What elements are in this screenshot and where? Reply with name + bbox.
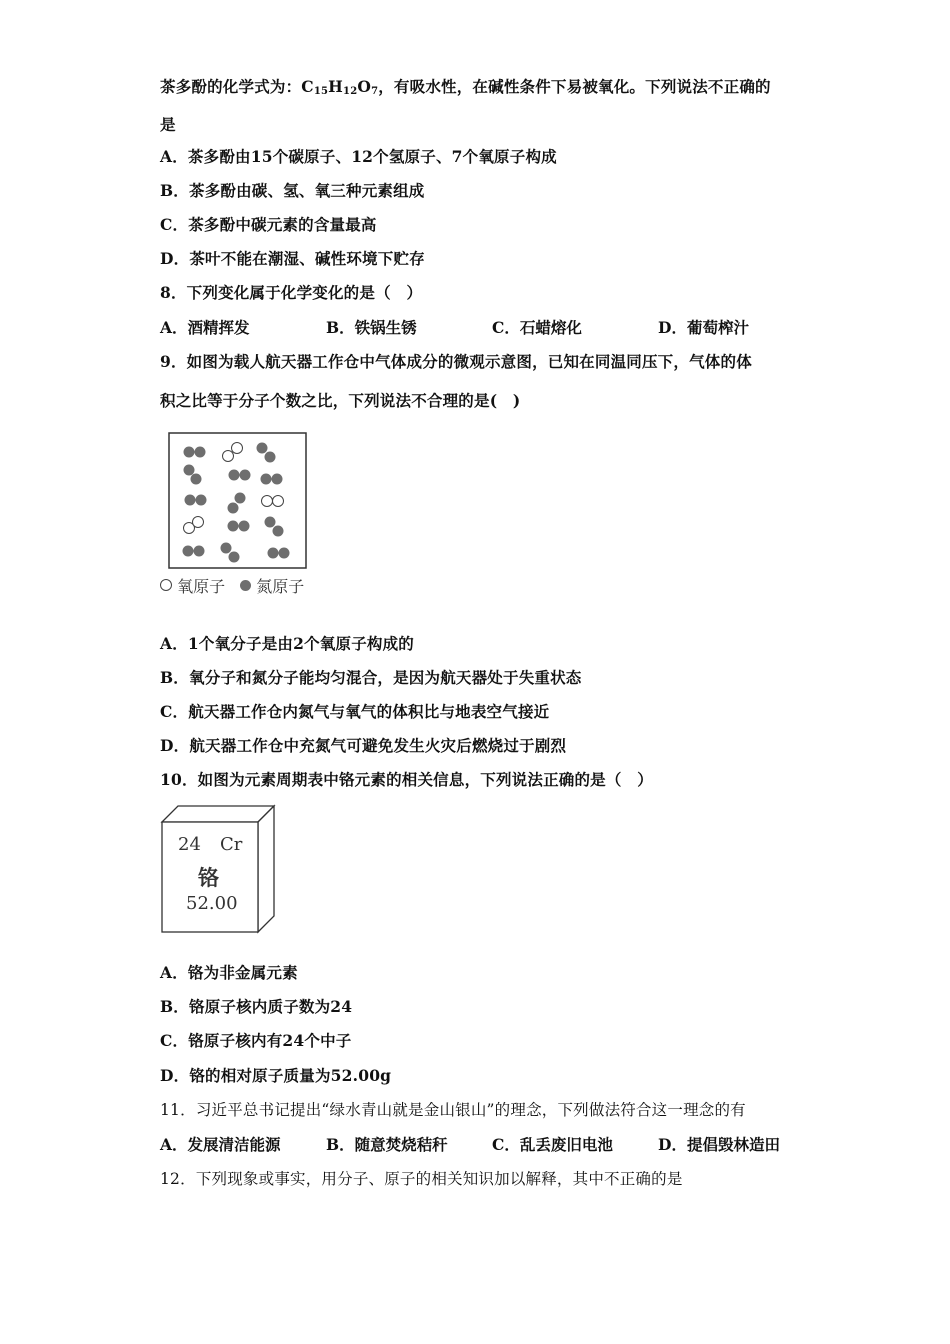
q9-option-b[interactable]: B．氧分子和氮分子能均匀混合，是因为航天器处于失重状态 (160, 668, 582, 687)
q11-option-d[interactable]: D．提倡毁林造田 (658, 1135, 780, 1154)
legend-oxygen-label: 氧原子 (177, 577, 226, 596)
q10-option-b[interactable]: B．铬原子核内质子数为24 (160, 997, 353, 1016)
element-name: 铬 (198, 865, 219, 890)
q11-stem: 11．习近平总书记提出“绿水青山就是金山银山”的理念，下列做法符合这一理念的有 (160, 1101, 746, 1119)
q9-option-a[interactable]: A．1个氧分子是由2个氧原子构成的 (160, 634, 414, 653)
q7-option-c[interactable]: C．茶多酚中碳元素的含量最高 (160, 215, 377, 234)
q7-option-b[interactable]: B．茶多酚由碳、氢、氧三种元素组成 (160, 181, 425, 200)
element-symbol: Cr (220, 834, 243, 855)
nitrogen-atom-icon (240, 580, 251, 591)
legend-nitrogen-label: 氮原子 (256, 577, 305, 596)
oxygen-atom-icon (160, 579, 172, 591)
q8-option-b[interactable]: B．铁锅生锈 (326, 318, 417, 337)
q8-option-d[interactable]: D．葡萄榨汁 (658, 318, 749, 337)
element-card-chromium (160, 804, 276, 934)
q8-option-a[interactable]: A．酒精挥发 (160, 318, 250, 337)
atomic-mass: 52.00 (186, 893, 238, 914)
q11-option-c[interactable]: C．乱丢废旧电池 (492, 1135, 613, 1154)
q12-stem: 12．下列现象或事实，用分子、原子的相关知识加以解释，其中不正确的是 (160, 1170, 683, 1188)
q8-stem: 8．下列变化属于化学变化的是（ ） (160, 283, 423, 302)
q7-option-d[interactable]: D．茶叶不能在潮湿、碱性环境下贮存 (160, 249, 425, 268)
q9-stem-line1: 9．如图为载人航天器工作仓中气体成分的微观示意图，已知在同温同压下，气体的体 (160, 352, 752, 371)
q11-option-a[interactable]: A．发展清洁能源 (160, 1135, 281, 1154)
q10-stem: 10．如图为元素周期表中铬元素的相关信息，下列说法正确的是（ ） (160, 770, 653, 789)
q11-option-b[interactable]: B．随意焚烧秸秆 (326, 1135, 448, 1154)
q7-stem-line2: 是 (160, 115, 176, 134)
q7-option-a[interactable]: A．茶多酚由15个碳原子、12个氢原子、7个氧原子构成 (160, 147, 557, 166)
q10-option-a[interactable]: A．铬为非金属元素 (160, 963, 298, 982)
gas-molecule-diagram (168, 432, 308, 570)
q9-stem-line2: 积之比等于分子个数之比，下列说法不合理的是( ) (160, 391, 521, 410)
q10-option-c[interactable]: C．铬原子核内有24个中子 (160, 1031, 352, 1050)
q8-option-c[interactable]: C．石蜡熔化 (492, 318, 582, 337)
atomic-number: 24 (178, 834, 201, 855)
q10-option-d[interactable]: D．铬的相对原子质量为52.00g (160, 1066, 392, 1085)
q9-option-c[interactable]: C．航天器工作仓内氮气与氧气的体积比与地表空气接近 (160, 702, 550, 721)
q9-option-d[interactable]: D．航天器工作仓中充氮气可避免发生火灾后燃烧过于剧烈 (160, 736, 567, 755)
q7-stem: 茶多酚的化学式为：$C_{15}H_{12}O_7$，有吸水性，在碱性条件下易被氧化。下列说法不正确的 (160, 77, 771, 97)
diagram-legend (160, 574, 304, 597)
